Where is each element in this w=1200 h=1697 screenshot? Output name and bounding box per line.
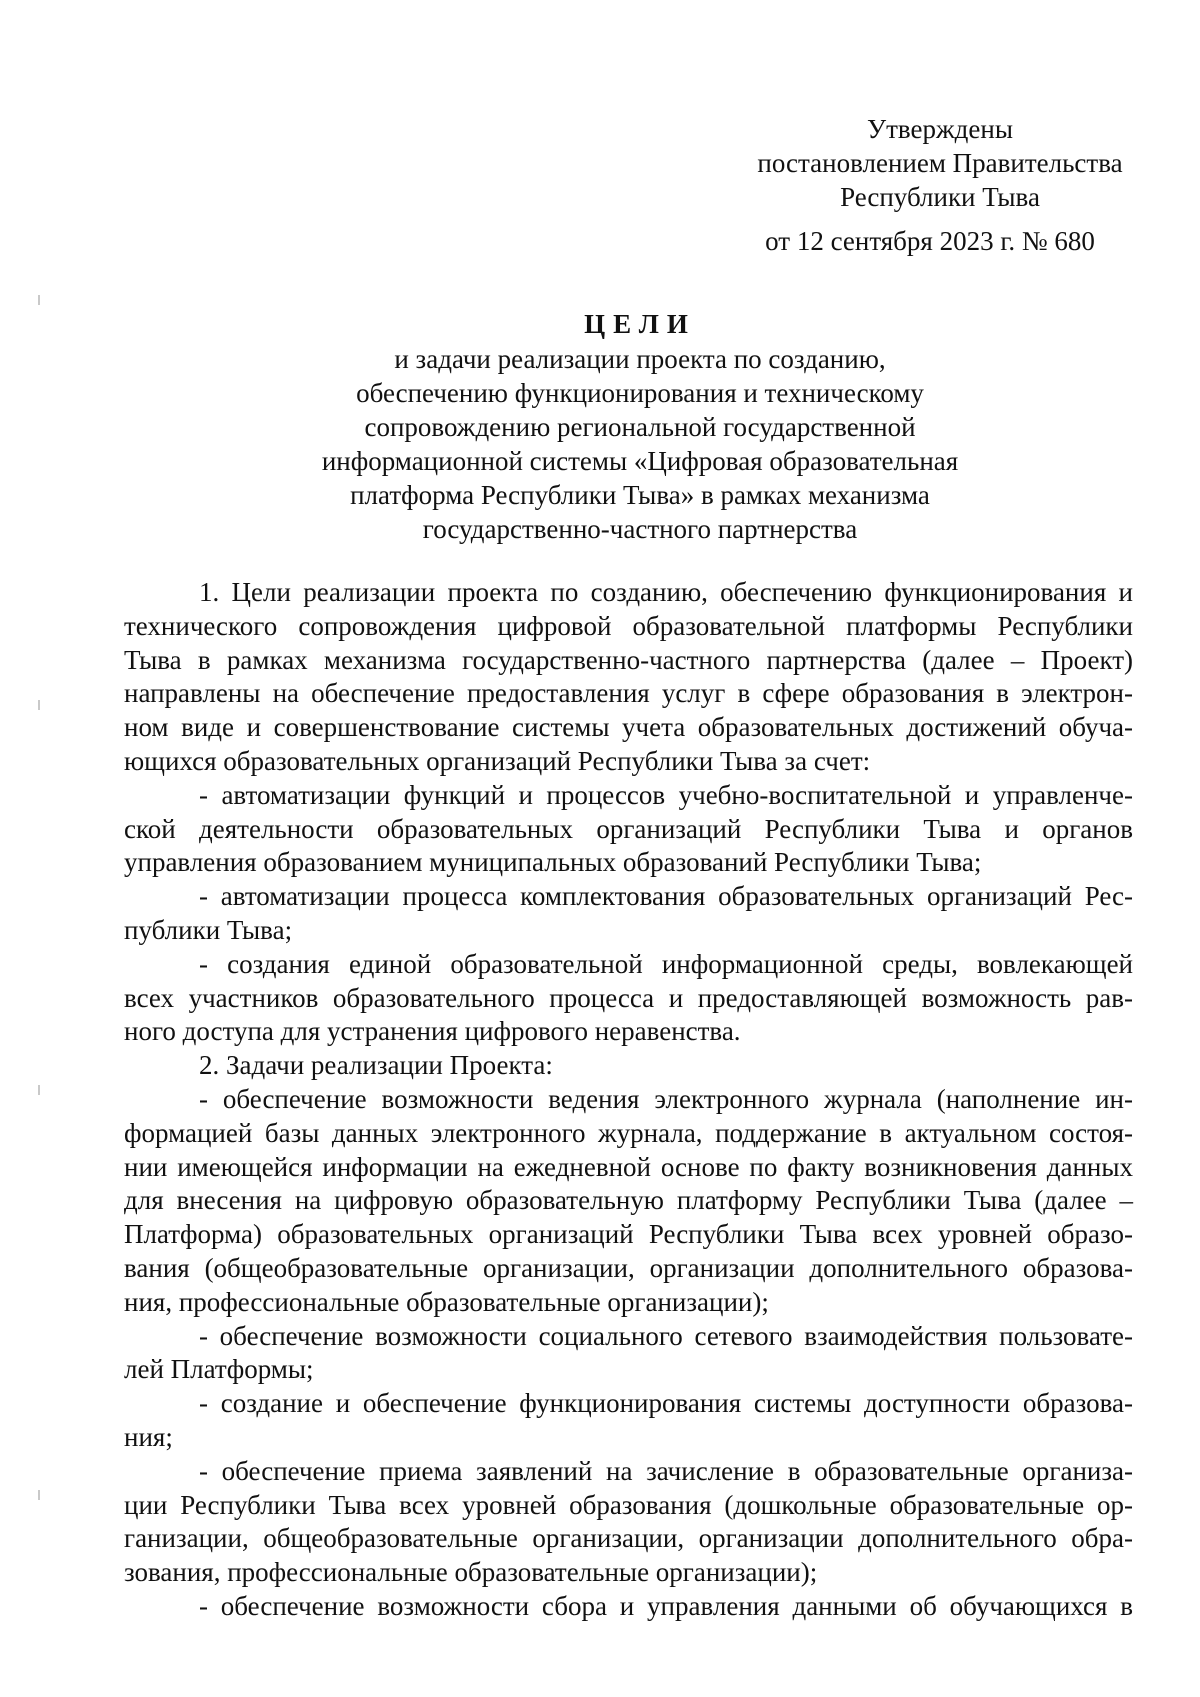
paragraph-line: Платформа) образовательных организаций Республики Тыва всех уровней образо- <box>124 1219 1133 1250</box>
title-line: информационной системы «Цифровая образовательная <box>321 446 959 476</box>
paragraph <box>124 1455 1133 1590</box>
paragraph-line: лей Платформы; <box>124 1354 314 1385</box>
paragraph <box>124 880 1133 948</box>
scan-edge-mark <box>38 700 40 710</box>
paragraph-line: Тыва в рамках механизма государственно-частного партнерства (далее – Проект) <box>124 644 1133 675</box>
paragraph-line: ции Республики Тыва всех уровней образования (дошкольные образовательные ор- <box>124 1489 1133 1520</box>
document-body <box>124 576 1133 1624</box>
paragraph-line: - обеспечение возможности сбора и управления данными об обучающихся в <box>199 1590 1133 1621</box>
paragraph <box>124 779 1133 880</box>
scan-edge-mark <box>38 1490 40 1500</box>
paragraph-line: ния, профессиональные образовательные организации); <box>124 1286 769 1317</box>
paragraph-line: формацией базы данных электронного журнала, поддержание в актуальном состоя- <box>124 1117 1133 1148</box>
paragraph <box>124 1083 1133 1320</box>
paragraph <box>124 948 1133 1049</box>
paragraph-line: для внесения на цифровую образовательную платформу Республики Тыва (далее – <box>124 1185 1133 1216</box>
paragraph <box>124 1049 1133 1083</box>
paragraph-line: - создания единой образовательной информационной среды, вовлекающей <box>199 948 1133 979</box>
scan-edge-mark <box>38 1085 40 1095</box>
paragraph-line: публики Тыва; <box>124 914 293 945</box>
paragraph-line: вания (общеобразовательные организации, организации дополнительного образова- <box>124 1252 1133 1283</box>
paragraph-line: зования, профессиональные образовательные организации); <box>124 1557 818 1588</box>
paragraph-line: - автоматизации процесса комплектования образовательных организаций Рес- <box>199 881 1133 912</box>
paragraph-line: - обеспечение возможности социального сетевого взаимодействия пользовате- <box>199 1320 1133 1351</box>
approval-line-republic: Республики Тыва <box>840 182 1040 212</box>
paragraph <box>124 576 1133 779</box>
paragraph-line: ской деятельности образовательных организаций Республики Тыва и органов <box>124 813 1133 844</box>
paragraph <box>124 1320 1133 1388</box>
paragraph-line: технического сопровождения цифровой образовательной платформы Республики <box>124 610 1133 641</box>
paragraph-line: - автоматизации функций и процессов учебно-воспитательной и управленче- <box>199 779 1133 810</box>
scan-edge-mark <box>38 295 40 305</box>
paragraph-line: 2. Задачи реализации Проекта: <box>199 1050 553 1081</box>
paragraph <box>124 1387 1133 1455</box>
approval-stamp <box>740 112 1140 258</box>
approval-date: от 12 сентября 2023 г. № 680 <box>765 226 1095 256</box>
title-line: государственно-частного партнерства <box>422 514 858 544</box>
paragraph-line: - создание и обеспечение функционирования системы доступности образова- <box>199 1388 1133 1419</box>
approval-line-resolution: постановлением Правительства <box>757 148 1123 178</box>
paragraph-line: управления образованием муниципальных образований Республики Тыва; <box>124 847 982 878</box>
paragraph-line: ном виде и совершенствование системы учета образовательных достижений обуча- <box>124 712 1133 743</box>
title-line: и задачи реализации проекта по созданию, <box>394 344 886 374</box>
paragraph <box>124 1590 1133 1624</box>
paragraph-line: ющихся образовательных организаций Республики Тыва за счет: <box>124 745 871 776</box>
title-line: обеспечению функционирования и техническому <box>356 378 924 408</box>
paragraph-line: ния; <box>124 1421 173 1452</box>
paragraph-line: направлены на обеспечение предоставления услуг в сфере образования в электрон- <box>124 678 1133 709</box>
paragraph-line: всех участников образовательного процесса и предоставляющей возможность рав- <box>124 982 1133 1013</box>
paragraph-line: - обеспечение возможности ведения электронного журнала (наполнение ин- <box>199 1083 1133 1114</box>
paragraph-line: 1. Цели реализации проекта по созданию, обеспечению функционирования и <box>199 577 1133 607</box>
paragraph-line: ного доступа для устранения цифрового неравенства. <box>124 1016 741 1047</box>
title-heading: ЦЕЛИ <box>584 309 696 339</box>
title-line: платформа Республики Тыва» в рамках механизма <box>350 480 930 510</box>
title-line: сопровождению региональной государственной <box>364 412 916 442</box>
paragraph-line: ганизации, общеобразовательные организации, организации дополнительного обра- <box>124 1523 1133 1554</box>
document-title <box>200 307 1080 546</box>
paragraph-line: - обеспечение приема заявлений на зачисление в образовательные организа- <box>199 1455 1133 1486</box>
approval-line-approved: Утверждены <box>867 114 1013 144</box>
paragraph-line: нии имеющейся информации на ежедневной основе по факту возникновения данных <box>124 1151 1133 1182</box>
